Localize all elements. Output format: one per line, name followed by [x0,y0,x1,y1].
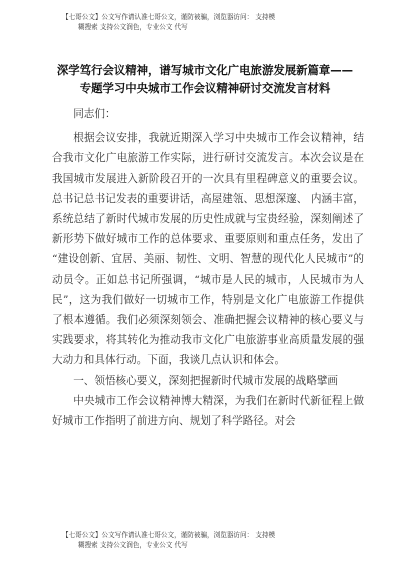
header-note-line-2: 糊搜索 支持公文润色，专业公文 代写 [78,23,188,31]
footer-note-line-2: 糊搜索 支持公文润色，专业公文 代写 [78,541,188,549]
section-heading-1: 一、领悟核心要义，深刻把握新时代城市发展的战略擘画 [73,374,339,387]
footer-note-line-1: 【七哥公文】公文写作请认准七哥公文，谨防被骗，浏览器访问： 支持模 [62,531,276,539]
paragraph-2: 中央城市工作会议精神博大精深，为我们在新时代新征程上做好城市工作指明了前进方向、规划了科学路径。对会 [52,394,364,428]
page-header-note [62,12,362,32]
document-title-line-2: 专题学习中央城市工作会议精神研讨交流发言材料 [79,81,331,95]
paragraph-1: 根据会议安排，我就近期深入学习中央城市工作会议精神，结合我市文化广电旅游工作实际，进行研讨交流发言。本次会议是在我国城市发展进入新阶段召开的一次具有里程碑意义的重要会议。总书记总书记发表的重要讲话，高屋建瓴、思想深邃、 内涵丰富，系统总结了新时代城市发展的历史性成就与宝贵经验，深刻阐述了新形势下做好城市工作的总体要求、重要原则和重点任务，发出了 “建设创新、宜居、美丽、韧性、文明、智慧的现代化人民城市”的动员令。正如总书记所强调，“城市是人民的城市，人民城市为人民”，这为我们做好一切城市工作，特别是文化广电旅游工作提供了根本遵循。我们必须深刻领会、准确把握会议精神的核心要义与实践要求，将其转化为推动我市文化广电旅游事业高质量发展的强大动力和具体行动。下面，我谈几点认识和体会。 [52,132,364,367]
document-title-line-1: 深学笃行会议精神，谱写城市文化广电旅游发展新篇章—— [56,63,354,77]
page-footer-note [62,530,362,550]
header-note-line-1: 【七哥公文】公文写作请认准七哥公文，谨防被骗，浏览器访问： 支持模 [62,13,276,21]
salutation: 同志们： [73,108,116,120]
document-body [52,104,364,431]
